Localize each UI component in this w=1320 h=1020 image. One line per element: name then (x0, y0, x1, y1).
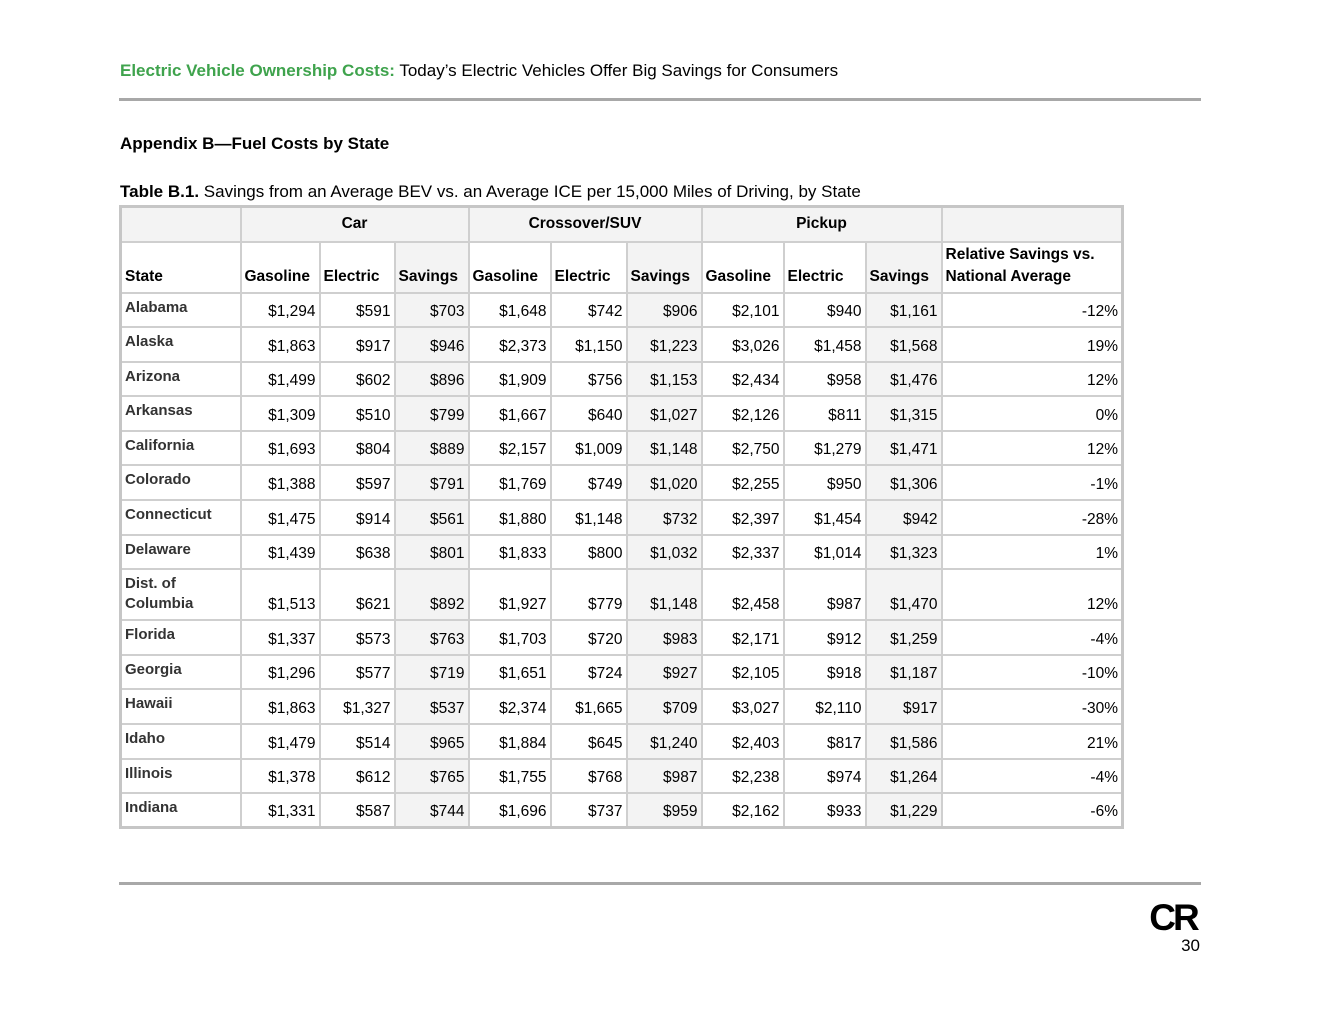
pickup-gasoline-cell: $2,162 (702, 793, 784, 828)
suv-savings-cell: $983 (627, 620, 702, 655)
page-header-title (120, 61, 838, 81)
car-savings-cell: $799 (395, 396, 469, 431)
car-electric-cell: $597 (320, 465, 395, 500)
pickup-savings-cell: $1,229 (866, 793, 942, 828)
group-header-crossover-suv: Crossover/SUV (469, 207, 702, 242)
pickup-savings-cell: $1,470 (866, 569, 942, 620)
state-cell: Indiana (121, 793, 241, 828)
pickup-gasoline-cell: $3,026 (702, 327, 784, 362)
suv-gasoline-cell: $1,696 (469, 793, 551, 828)
car-gasoline-cell: $1,499 (241, 362, 320, 397)
suv-electric-cell: $724 (551, 655, 627, 690)
pickup-savings-cell: $1,476 (866, 362, 942, 397)
pickup-savings-cell: $1,586 (866, 724, 942, 759)
car-electric-cell: $514 (320, 724, 395, 759)
pickup-gasoline-cell: $2,105 (702, 655, 784, 690)
pickup-gasoline-cell: $2,403 (702, 724, 784, 759)
car-savings-cell: $791 (395, 465, 469, 500)
car-gasoline-cell: $1,863 (241, 689, 320, 724)
table-row (121, 327, 1123, 362)
pickup-electric-cell: $987 (784, 569, 866, 620)
car-gasoline-cell: $1,331 (241, 793, 320, 828)
car-savings-cell: $892 (395, 569, 469, 620)
suv-savings-cell: $906 (627, 293, 702, 328)
table-row (121, 759, 1123, 794)
cr-logo (1147, 899, 1199, 933)
relative-savings-cell: 12% (942, 431, 1123, 466)
pickup-savings-cell: $1,264 (866, 759, 942, 794)
relative-savings-cell: 0% (942, 396, 1123, 431)
suv-electric-cell: $742 (551, 293, 627, 328)
column-header-pickup-electric: Electric (784, 242, 866, 293)
column-header-suv-savings: Savings (627, 242, 702, 293)
suv-electric-cell: $768 (551, 759, 627, 794)
pickup-gasoline-cell: $2,126 (702, 396, 784, 431)
suv-gasoline-cell: $1,648 (469, 293, 551, 328)
pickup-gasoline-cell: $2,750 (702, 431, 784, 466)
car-gasoline-cell: $1,513 (241, 569, 320, 620)
pickup-savings-cell: $1,471 (866, 431, 942, 466)
pickup-gasoline-cell: $2,397 (702, 500, 784, 535)
relative-savings-cell: 12% (942, 569, 1123, 620)
pickup-gasoline-cell: $2,101 (702, 293, 784, 328)
suv-electric-cell: $645 (551, 724, 627, 759)
state-cell: Alaska (121, 327, 241, 362)
state-cell: Colorado (121, 465, 241, 500)
column-header-suv-electric: Electric (551, 242, 627, 293)
suv-gasoline-cell: $1,909 (469, 362, 551, 397)
column-header-row (121, 242, 1123, 293)
car-gasoline-cell: $1,479 (241, 724, 320, 759)
suv-savings-cell: $987 (627, 759, 702, 794)
pickup-savings-cell: $1,187 (866, 655, 942, 690)
group-header-pickup: Pickup (702, 207, 942, 242)
suv-savings-cell: $1,223 (627, 327, 702, 362)
footer-divider (119, 882, 1201, 885)
car-gasoline-cell: $1,309 (241, 396, 320, 431)
relative-savings-cell: -4% (942, 620, 1123, 655)
pickup-gasoline-cell: $2,458 (702, 569, 784, 620)
car-gasoline-cell: $1,388 (241, 465, 320, 500)
pickup-gasoline-cell: $2,255 (702, 465, 784, 500)
pickup-electric-cell: $1,458 (784, 327, 866, 362)
pickup-electric-cell: $912 (784, 620, 866, 655)
car-electric-cell: $917 (320, 327, 395, 362)
state-cell: Florida (121, 620, 241, 655)
table-caption-text: Savings from an Average BEV vs. an Average ICE per 15,000 Miles of Driving, by State (199, 182, 861, 201)
car-electric-cell: $914 (320, 500, 395, 535)
table-row (121, 655, 1123, 690)
column-header-pickup-savings: Savings (866, 242, 942, 293)
state-cell: Illinois (121, 759, 241, 794)
pickup-electric-cell: $974 (784, 759, 866, 794)
table-row (121, 535, 1123, 570)
suv-savings-cell: $1,032 (627, 535, 702, 570)
relative-savings-cell: -28% (942, 500, 1123, 535)
pickup-electric-cell: $933 (784, 793, 866, 828)
pickup-gasoline-cell: $3,027 (702, 689, 784, 724)
relative-savings-cell: 12% (942, 362, 1123, 397)
column-header-car-gasoline: Gasoline (241, 242, 320, 293)
pickup-electric-cell: $940 (784, 293, 866, 328)
car-savings-cell: $896 (395, 362, 469, 397)
relative-savings-cell: -6% (942, 793, 1123, 828)
relative-savings-cell: -1% (942, 465, 1123, 500)
pickup-savings-cell: $1,323 (866, 535, 942, 570)
suv-gasoline-cell: $1,884 (469, 724, 551, 759)
state-cell: Idaho (121, 724, 241, 759)
table-row (121, 793, 1123, 828)
pickup-gasoline-cell: $2,337 (702, 535, 784, 570)
column-header-state: State (121, 242, 241, 293)
suv-electric-cell: $779 (551, 569, 627, 620)
suv-gasoline-cell: $1,703 (469, 620, 551, 655)
car-savings-cell: $719 (395, 655, 469, 690)
pickup-electric-cell: $950 (784, 465, 866, 500)
group-header-empty-relative (942, 207, 1123, 242)
suv-electric-cell: $720 (551, 620, 627, 655)
pickup-savings-cell: $942 (866, 500, 942, 535)
pickup-gasoline-cell: $2,238 (702, 759, 784, 794)
suv-savings-cell: $732 (627, 500, 702, 535)
state-cell: Alabama (121, 293, 241, 328)
car-gasoline-cell: $1,378 (241, 759, 320, 794)
car-gasoline-cell: $1,337 (241, 620, 320, 655)
suv-gasoline-cell: $2,374 (469, 689, 551, 724)
table-row (121, 465, 1123, 500)
header-title-accent: Electric Vehicle Ownership Costs: (120, 61, 395, 80)
car-savings-cell: $763 (395, 620, 469, 655)
car-electric-cell: $602 (320, 362, 395, 397)
table-row (121, 396, 1123, 431)
suv-gasoline-cell: $2,373 (469, 327, 551, 362)
state-cell: Arkansas (121, 396, 241, 431)
suv-gasoline-cell: $1,833 (469, 535, 551, 570)
pickup-electric-cell: $1,279 (784, 431, 866, 466)
suv-savings-cell: $1,148 (627, 431, 702, 466)
relative-savings-cell: 19% (942, 327, 1123, 362)
suv-electric-cell: $1,150 (551, 327, 627, 362)
cr-logo-text: CR (1149, 899, 1197, 933)
relative-savings-cell: -4% (942, 759, 1123, 794)
car-gasoline-cell: $1,294 (241, 293, 320, 328)
suv-gasoline-cell: $1,927 (469, 569, 551, 620)
column-header-suv-gasoline: Gasoline (469, 242, 551, 293)
suv-gasoline-cell: $1,667 (469, 396, 551, 431)
suv-savings-cell: $927 (627, 655, 702, 690)
car-gasoline-cell: $1,693 (241, 431, 320, 466)
suv-gasoline-cell: $2,157 (469, 431, 551, 466)
pickup-savings-cell: $1,568 (866, 327, 942, 362)
car-electric-cell: $510 (320, 396, 395, 431)
table-caption-label: Table B.1. (120, 182, 200, 201)
suv-gasoline-cell: $1,755 (469, 759, 551, 794)
table-row (121, 362, 1123, 397)
group-header-row (121, 207, 1123, 242)
suv-savings-cell: $1,153 (627, 362, 702, 397)
column-header-pickup-gasoline: Gasoline (702, 242, 784, 293)
header-title-rest: Today’s Electric Vehicles Offer Big Savings for Consumers (394, 61, 839, 80)
car-electric-cell: $591 (320, 293, 395, 328)
suv-electric-cell: $1,665 (551, 689, 627, 724)
pickup-electric-cell: $1,454 (784, 500, 866, 535)
suv-savings-cell: $959 (627, 793, 702, 828)
state-cell: California (121, 431, 241, 466)
car-savings-cell: $561 (395, 500, 469, 535)
table-caption (120, 182, 861, 202)
state-cell: Connecticut (121, 500, 241, 535)
car-savings-cell: $889 (395, 431, 469, 466)
car-electric-cell: $1,327 (320, 689, 395, 724)
car-gasoline-cell: $1,475 (241, 500, 320, 535)
header-divider (119, 98, 1201, 101)
pickup-electric-cell: $1,014 (784, 535, 866, 570)
car-savings-cell: $946 (395, 327, 469, 362)
pickup-savings-cell: $1,306 (866, 465, 942, 500)
suv-electric-cell: $800 (551, 535, 627, 570)
suv-savings-cell: $1,020 (627, 465, 702, 500)
car-savings-cell: $537 (395, 689, 469, 724)
car-electric-cell: $621 (320, 569, 395, 620)
car-electric-cell: $638 (320, 535, 395, 570)
relative-savings-cell: -12% (942, 293, 1123, 328)
state-cell: Arizona (121, 362, 241, 397)
relative-savings-cell: -10% (942, 655, 1123, 690)
pickup-electric-cell: $2,110 (784, 689, 866, 724)
suv-savings-cell: $1,148 (627, 569, 702, 620)
table-row (121, 689, 1123, 724)
pickup-gasoline-cell: $2,171 (702, 620, 784, 655)
column-header-car-savings: Savings (395, 242, 469, 293)
table-row (121, 431, 1123, 466)
car-electric-cell: $587 (320, 793, 395, 828)
state-cell: Delaware (121, 535, 241, 570)
table-row (121, 724, 1123, 759)
pickup-savings-cell: $1,161 (866, 293, 942, 328)
car-gasoline-cell: $1,296 (241, 655, 320, 690)
pickup-electric-cell: $811 (784, 396, 866, 431)
pickup-savings-cell: $917 (866, 689, 942, 724)
car-electric-cell: $573 (320, 620, 395, 655)
pickup-electric-cell: $918 (784, 655, 866, 690)
state-cell: Georgia (121, 655, 241, 690)
pickup-electric-cell: $817 (784, 724, 866, 759)
pickup-gasoline-cell: $2,434 (702, 362, 784, 397)
suv-electric-cell: $756 (551, 362, 627, 397)
column-header-relative-savings: Relative Savings vs. National Average (942, 242, 1123, 293)
suv-electric-cell: $640 (551, 396, 627, 431)
car-gasoline-cell: $1,863 (241, 327, 320, 362)
car-gasoline-cell: $1,439 (241, 535, 320, 570)
column-header-car-electric: Electric (320, 242, 395, 293)
car-savings-cell: $765 (395, 759, 469, 794)
suv-electric-cell: $749 (551, 465, 627, 500)
car-electric-cell: $804 (320, 431, 395, 466)
pickup-electric-cell: $958 (784, 362, 866, 397)
suv-savings-cell: $1,240 (627, 724, 702, 759)
suv-savings-cell: $709 (627, 689, 702, 724)
suv-gasoline-cell: $1,769 (469, 465, 551, 500)
car-savings-cell: $965 (395, 724, 469, 759)
car-savings-cell: $703 (395, 293, 469, 328)
group-header-empty (121, 207, 241, 242)
table-row (121, 293, 1123, 328)
suv-electric-cell: $1,009 (551, 431, 627, 466)
relative-savings-cell: 1% (942, 535, 1123, 570)
relative-savings-cell: -30% (942, 689, 1123, 724)
appendix-title: Appendix B—Fuel Costs by State (120, 134, 390, 153)
table-row (121, 569, 1123, 620)
state-cell: Hawaii (121, 689, 241, 724)
table-row (121, 500, 1123, 535)
state-cell: Dist. of Columbia (121, 569, 241, 620)
suv-gasoline-cell: $1,651 (469, 655, 551, 690)
table-row (121, 620, 1123, 655)
car-electric-cell: $577 (320, 655, 395, 690)
pickup-savings-cell: $1,259 (866, 620, 942, 655)
page-number: 30 (1181, 936, 1200, 955)
suv-savings-cell: $1,027 (627, 396, 702, 431)
suv-electric-cell: $737 (551, 793, 627, 828)
suv-electric-cell: $1,148 (551, 500, 627, 535)
group-header-car: Car (241, 207, 469, 242)
car-savings-cell: $744 (395, 793, 469, 828)
suv-gasoline-cell: $1,880 (469, 500, 551, 535)
fuel-costs-table (119, 205, 1124, 829)
car-electric-cell: $612 (320, 759, 395, 794)
car-savings-cell: $801 (395, 535, 469, 570)
pickup-savings-cell: $1,315 (866, 396, 942, 431)
relative-savings-cell: 21% (942, 724, 1123, 759)
